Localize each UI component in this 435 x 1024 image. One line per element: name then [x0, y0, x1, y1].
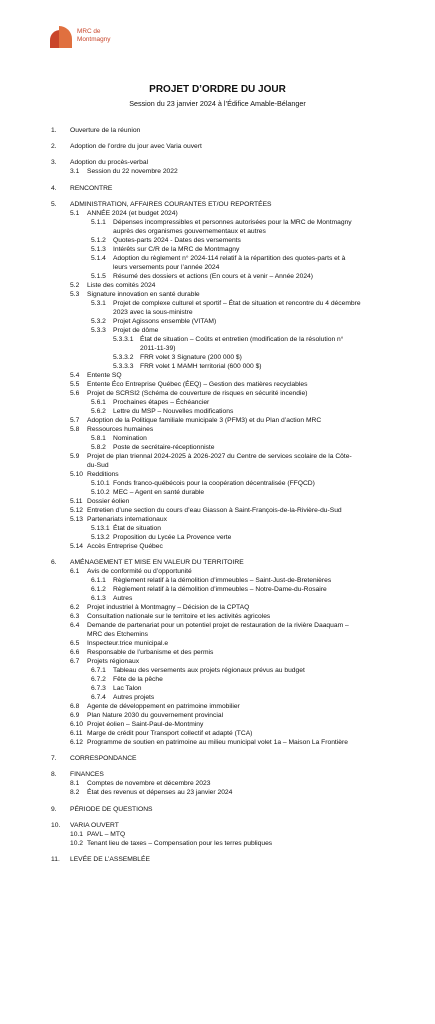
agenda-item-number: 5.5	[70, 380, 80, 388]
agenda-item-label: Liste des comités 2024	[87, 281, 156, 289]
agenda-subitem	[51, 218, 361, 236]
agenda-item-number: 6.1	[70, 567, 80, 575]
agenda-item-label: Fonds franco-québécois pour la coopération décentralisée (FFQCD)	[113, 479, 315, 487]
agenda-item-label: Proposition du Lycée La Provence verte	[113, 533, 232, 541]
logo-text	[77, 26, 110, 43]
agenda-item-label: Adoption de la Politique familiale municipale 3 (PFM3) et du Plan d’action MRC	[87, 416, 322, 424]
agenda-item-label: Programme de soutien en patrimoine au milieu municipal volet 1a – Maison La Frontière	[87, 738, 348, 746]
agenda-item-number: 5.9	[70, 452, 80, 460]
agenda-item-label: ADMINISTRATION, AFFAIRES COURANTES ET/OU REPORTÉES	[70, 200, 272, 208]
agenda-item-number: 5.3.2	[91, 317, 106, 325]
agenda-item-label: Redditions	[87, 470, 119, 478]
agenda-item-label: Projet de dôme	[113, 326, 159, 334]
agenda-item-label: Tenant lieu de taxes – Compensation pour les terres publiques	[87, 839, 273, 847]
agenda-subitem	[51, 567, 361, 576]
agenda-item-number: 6.7.1	[91, 666, 106, 674]
agenda-subitem	[51, 738, 361, 747]
agenda-item-number: 5.6	[70, 389, 80, 397]
agenda-subitem	[51, 443, 361, 452]
agenda-subitem	[51, 335, 361, 353]
agenda-item-label: Session du 22 novembre 2022	[87, 168, 178, 176]
agenda-item-number: 5.11	[70, 497, 83, 505]
agenda-item-number: 6.10	[70, 720, 84, 728]
agenda-item-number: 6.7	[70, 657, 80, 665]
agenda-item-number: 3.	[51, 159, 57, 167]
agenda-item-number: 6.4	[70, 621, 80, 629]
mrc-logo-icon	[50, 26, 72, 48]
agenda-item-label: Marge de crédit pour Transport collectif et adapté (TCA)	[87, 729, 253, 737]
agenda-item-label: Accès Entreprise Québec	[87, 542, 163, 550]
agenda-item-number: 6.1.3	[91, 594, 106, 602]
agenda-item-label: Projet de complexe culturel et sportif – État de situation et rencontre du 4 décembre 2023 avec la sous-ministre	[113, 299, 361, 316]
agenda-subitem	[51, 281, 361, 290]
agenda-item-label: MEC – Agent en santé durable	[113, 488, 205, 496]
agenda-subitem	[51, 839, 361, 848]
agenda-item-label: Règlement relatif à la démolition d’immeubles – Saint-Just-de-Bretenières	[113, 576, 332, 584]
agenda-item-number: 5.13	[70, 515, 84, 523]
agenda-subitem	[51, 434, 361, 443]
agenda-item-number: 6.2	[70, 603, 80, 611]
agenda-subitem	[51, 317, 361, 326]
agenda-item-number: 8.	[51, 771, 57, 779]
agenda-item-label: Plan Nature 2030 du gouvernement provincial	[87, 711, 224, 719]
agenda-item-number: 1.	[51, 127, 57, 134]
agenda-item-number: 9.	[51, 805, 57, 813]
agenda-subitem	[51, 371, 361, 380]
agenda-item-number: 5.10.2	[91, 488, 110, 496]
agenda-subitem	[51, 515, 361, 524]
agenda-subitem	[51, 167, 361, 176]
agenda-subitem	[51, 506, 361, 515]
agenda-item-number: 4.	[51, 184, 57, 192]
agenda-item-label: Ouverture de la réunion	[70, 127, 141, 134]
agenda-item-number: 5.3	[70, 290, 80, 298]
agenda-section	[51, 855, 361, 864]
agenda-item-number: 5.3.3	[91, 326, 106, 334]
agenda-item-label: Intérêts sur C/R de la MRC de Montmagny	[113, 245, 240, 253]
agenda-item-label: FRR volet 3 Signature (200 000 $)	[140, 353, 242, 361]
agenda-item-number: 5.3.1	[91, 299, 106, 307]
agenda-item-label: Responsable de l’urbanisme et des permis	[87, 648, 214, 656]
agenda-item-label: Lac Talon	[113, 684, 142, 692]
agenda-list	[51, 126, 361, 864]
agenda-item-number: 6.7.4	[91, 693, 106, 701]
agenda-subitem	[51, 362, 361, 371]
agenda-item-number: 6.	[51, 558, 57, 566]
agenda-item-number: 3.1	[70, 168, 80, 176]
agenda-item-label: Avis de conformité ou d’opportunité	[87, 567, 192, 575]
agenda-item-label: LEVÉE DE L’ASSEMBLÉE	[70, 855, 150, 863]
agenda-subitem	[51, 639, 361, 648]
agenda-item-label: Quotes-parts 2024 - Dates des versements	[113, 236, 241, 244]
agenda-item-number: 5.3.3.2	[113, 353, 134, 361]
agenda-section	[51, 821, 361, 830]
agenda-subitem	[51, 470, 361, 479]
agenda-subitem	[51, 711, 361, 720]
agenda-subitem	[51, 479, 361, 488]
agenda-item-number: 11.	[51, 855, 60, 863]
agenda-subitem	[51, 684, 361, 693]
agenda-subitem	[51, 542, 361, 551]
agenda-item-label: ANNÉE 2024 (et budget 2024)	[87, 209, 178, 217]
agenda-subitem	[51, 452, 361, 470]
agenda-item-label: Fête de la pêche	[113, 675, 163, 683]
agenda-section	[51, 754, 361, 763]
agenda-subitem	[51, 290, 361, 299]
agenda-subitem	[51, 524, 361, 533]
agenda-item-label: Signature innovation en santé durable	[87, 290, 200, 298]
agenda-subitem	[51, 209, 361, 218]
agenda-item-label: État de situation – Coûts et entretien (modification de la résolution n° 2011-11-39)	[140, 335, 344, 352]
agenda-item-label: Adoption de l’ordre du jour avec Varia ouvert	[70, 143, 202, 151]
agenda-subitem	[51, 416, 361, 425]
agenda-subitem	[51, 326, 361, 335]
agenda-item-label: Projets régionaux	[87, 657, 140, 665]
agenda-item-label: Entente Éco Entreprise Québec (ÉEQ) – Gestion des matières recyclables	[87, 380, 308, 388]
agenda-item-label: Ressources humaines	[87, 425, 154, 433]
agenda-section	[51, 805, 361, 814]
agenda-subitem	[51, 576, 361, 585]
agenda-item-number: 5.3.3.3	[113, 362, 134, 370]
agenda-item-number: 8.2	[70, 789, 80, 797]
agenda-subitem	[51, 497, 361, 506]
agenda-item-label: VARIA OUVERT	[70, 821, 119, 829]
agenda-item-number: 5.6.1	[91, 398, 106, 406]
agenda-item-label: Projet éolien – Saint-Paul-de-Montminy	[87, 720, 204, 728]
agenda-section	[51, 200, 361, 209]
agenda-subitem	[51, 720, 361, 729]
agenda-item-label: Projet Agissons ensemble (VITAM)	[113, 317, 217, 325]
agenda-item-label: Consultation nationale sur le territoire et les activités agricoles	[87, 612, 271, 620]
agenda-item-number: 5.8.1	[91, 434, 106, 442]
agenda-item-number: 6.5	[70, 639, 80, 647]
agenda-subitem	[51, 398, 361, 407]
agenda-item-number: 5.12	[70, 506, 84, 514]
agenda-item-number: 6.9	[70, 711, 80, 719]
agenda-item-label: Projet de plan triennal 2024-2025 à 2026-2027 du Centre de services scolaire de la Côte-du-Sud	[87, 452, 352, 469]
agenda-item-number: 5.7	[70, 416, 80, 424]
agenda-item-label: RENCONTRE	[70, 184, 113, 192]
agenda-subitem	[51, 254, 361, 272]
agenda-item-label: PAVL – MTQ	[87, 830, 126, 838]
page-subtitle: Session du 23 janvier 2024 à l’Édifice Amable-Bélanger	[129, 99, 306, 108]
agenda-item-number: 5.2	[70, 281, 80, 289]
agenda-item-label: Autres	[113, 594, 133, 602]
agenda-subitem	[51, 788, 361, 797]
agenda-item-label: AMÉNAGEMENT ET MISE EN VALEUR DU TERRITOIRE	[70, 558, 244, 566]
agenda-subitem	[51, 830, 361, 839]
page-title: PROJET D’ORDRE DU JOUR	[149, 84, 286, 95]
agenda-item-label: Nomination	[113, 434, 147, 442]
agenda-item-label: Projet de SCRSI2 (Schéma de couverture de risques en sécurité incendie)	[87, 389, 308, 397]
agenda-section	[51, 158, 361, 167]
agenda-item-label: Lettre du MSP – Nouvelles modifications	[113, 407, 234, 415]
agenda-subitem	[51, 245, 361, 254]
agenda-item-label: Autres projets	[113, 693, 155, 701]
agenda-section	[51, 558, 361, 567]
agenda-subitem	[51, 272, 361, 281]
agenda-subitem	[51, 594, 361, 603]
agenda-subitem	[51, 425, 361, 434]
agenda-item-number: 5.1.3	[91, 245, 106, 253]
agenda-item-number: 5.14	[70, 542, 84, 550]
agenda-item-number: 6.12	[70, 738, 84, 746]
agenda-subitem	[51, 488, 361, 497]
agenda-item-number: 6.3	[70, 612, 80, 620]
agenda-item-number: 5.8	[70, 425, 80, 433]
agenda-item-number: 5.6.2	[91, 407, 106, 415]
agenda-item-number: 2.	[51, 143, 57, 151]
agenda-section	[51, 126, 361, 135]
agenda-item-number: 6.1.1	[91, 576, 106, 584]
agenda-item-label: Dépenses incompressibles et personnes autorisées pour la MRC de Montmagny auprès des organismes gouvernementaux et autres	[113, 218, 352, 235]
agenda-subitem	[51, 666, 361, 675]
agenda-section	[51, 142, 361, 151]
agenda-item-number: 6.7.3	[91, 684, 106, 692]
agenda-item-number: 8.1	[70, 780, 80, 788]
agenda-subitem	[51, 353, 361, 362]
agenda-item-label: Inspecteur.trice municipal.e	[87, 639, 169, 647]
agenda-item-label: Tableau des versements aux projets régionaux prévus au budget	[113, 666, 305, 674]
agenda-item-label: Projet industriel à Montmagny – Décision de la CPTAQ	[87, 603, 250, 611]
agenda-item-number: 5.8.2	[91, 443, 106, 451]
agenda-subitem	[51, 675, 361, 684]
agenda-section	[51, 184, 361, 193]
agenda-item-number: 5.	[51, 200, 57, 208]
agenda-subitem	[51, 779, 361, 788]
mrc-logo	[50, 26, 110, 48]
agenda-item-label: FRR volet 1 MAMH territorial (600 000 $)	[140, 362, 262, 370]
agenda-subitem	[51, 702, 361, 711]
agenda-item-number: 6.11	[70, 729, 83, 737]
agenda-subitem	[51, 407, 361, 416]
agenda-item-number: 5.10.1	[91, 479, 110, 487]
agenda-item-label: Prochaines étapes – Échéancier	[113, 398, 210, 406]
agenda-item-label: Entente SQ	[87, 371, 122, 379]
agenda-item-number: 6.7.2	[91, 675, 106, 683]
agenda-item-label: Résumé des dossiers et actions (En cours et à venir – Année 2024)	[113, 272, 313, 280]
agenda-section	[51, 770, 361, 779]
logo-line-2: Montmagny	[77, 35, 111, 43]
agenda-item-label: Demande de partenariat pour un potentiel projet de restauration de la rivière Daaquam – MRC des Etchemins	[87, 621, 349, 638]
agenda-item-number: 7.	[51, 755, 57, 763]
agenda-item-label: État de situation	[113, 524, 161, 532]
agenda-subitem	[51, 612, 361, 621]
agenda-subitem	[51, 585, 361, 594]
agenda-subitem	[51, 299, 361, 317]
agenda-item-number: 6.6	[70, 648, 80, 656]
agenda-subitem	[51, 657, 361, 666]
agenda-subitem	[51, 533, 361, 542]
agenda-item-number: 5.10	[70, 470, 84, 478]
agenda-item-label: Comptes de novembre et décembre 2023	[87, 780, 211, 788]
agenda-item-number: 5.3.3.1	[113, 335, 134, 343]
agenda-subitem	[51, 648, 361, 657]
agenda-subitem	[51, 621, 361, 639]
agenda-subitem	[51, 236, 361, 245]
agenda-item-number: 5.1	[70, 209, 80, 217]
agenda-subitem	[51, 603, 361, 612]
agenda-item-number: 10.	[51, 821, 61, 829]
agenda-subitem	[51, 693, 361, 702]
agenda-item-number: 5.13.1	[91, 524, 110, 532]
agenda-subitem	[51, 389, 361, 398]
agenda-subitem	[51, 729, 361, 738]
agenda-item-number: 5.1.2	[91, 236, 106, 244]
agenda-item-label: Entretien d’une section du cours d’eau Giasson à Saint-François-de-la-Rivière-du-Sud	[87, 506, 342, 514]
agenda-item-label: État des revenus et dépenses au 23 janvier 2024	[87, 789, 233, 797]
agenda-item-number: 5.1.1	[91, 218, 106, 226]
agenda-item-number: 5.13.2	[91, 533, 110, 541]
agenda-item-label: PÉRIODE DE QUESTIONS	[70, 805, 153, 813]
agenda-item-label: Règlement relatif à la démolition d’immeubles – Notre-Dame-du-Rosaire	[113, 585, 327, 593]
agenda-item-number: 5.4	[70, 371, 80, 379]
agenda-item-number: 6.8	[70, 702, 80, 710]
agenda-item-number: 5.1.5	[91, 272, 106, 280]
agenda-item-label: CORRESPONDANCE	[70, 755, 137, 763]
agenda-item-label: Adoption du règlement n° 2024-114 relatif à la répartition des quotes-parts et à leurs versements pour l’année 2024	[113, 254, 346, 271]
agenda-item-number: 5.1.4	[91, 254, 106, 262]
agenda-item-number: 10.1	[70, 830, 84, 838]
agenda-item-label: Adoption du procès-verbal	[70, 159, 149, 167]
agenda-item-label: Agente de développement en patrimoine immobilier	[87, 702, 240, 710]
agenda-item-number: 10.2	[70, 839, 84, 847]
agenda-item-label: Dossier éolien	[87, 497, 130, 505]
agenda-subitem	[51, 380, 361, 389]
agenda-item-number: 6.1.2	[91, 585, 106, 593]
agenda-item-label: Poste de secrétaire-réceptionniste	[113, 443, 215, 451]
agenda-item-label: Partenariats internationaux	[87, 515, 167, 523]
agenda-item-label: FINANCES	[70, 771, 104, 779]
logo-line-1: MRC de	[77, 28, 101, 35]
